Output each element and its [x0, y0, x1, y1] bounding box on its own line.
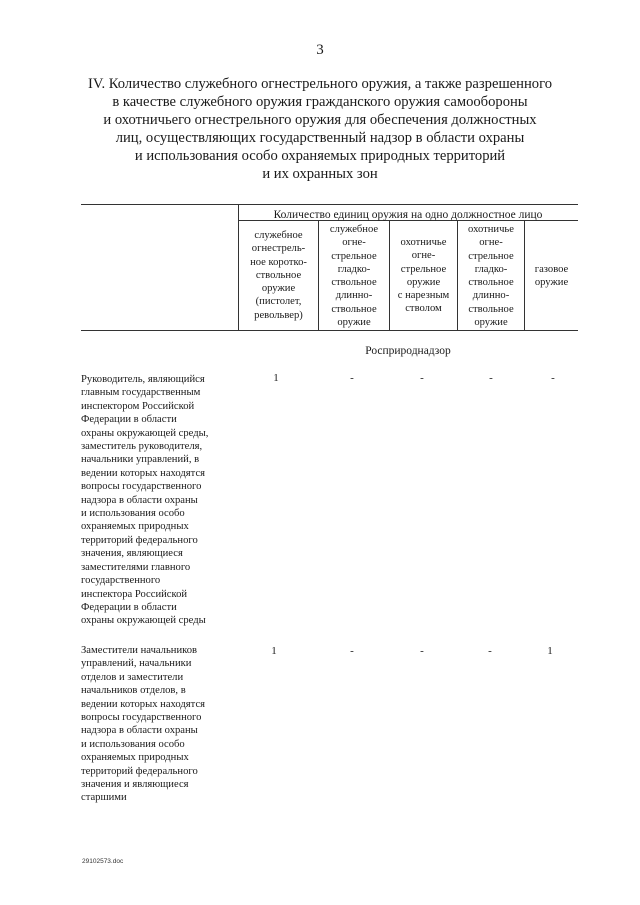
column-header-service-smoothbore: служебное огне- стрельное гладко- ствольное длинно- ствольное оружие [329, 224, 379, 329]
table-cell: - [350, 372, 354, 384]
heading-line: IV. Количество служебного огнестрельного оружия, а также разрешенного [87, 76, 552, 92]
table-cell: 1 [271, 645, 277, 657]
document-code: 29102573.doc [82, 858, 124, 865]
section-heading [40, 75, 600, 183]
heading-line: в качестве служебного оружия гражданского оружия самообороны [112, 94, 528, 110]
table-cell: 1 [273, 372, 279, 384]
table-cell: - [420, 645, 424, 657]
agency-title: Росприроднадзор [365, 345, 451, 357]
table-top-border [81, 204, 578, 205]
heading-line: и использования особо охраняемых природных территорий [134, 148, 506, 164]
table-cell: - [350, 645, 354, 657]
heading-line: и их охранных зон [262, 166, 378, 182]
column-header-gas: газовое оружие [534, 264, 569, 289]
table-cell: - [489, 372, 493, 384]
page-number: 3 [316, 42, 324, 58]
group-header: Количество единиц оружия на одно должностное лицо [273, 209, 543, 221]
table-cell: 1 [547, 645, 553, 657]
column-header-hunting-rifled: охотничье огне- стрельное оружие с нарезным стволом [397, 237, 450, 315]
table-cell: - [420, 372, 424, 384]
table-row-label: Руководитель, являющийся главным государственным инспектором Российской Федерации в области охраны окружающей среды, заместитель руководителя, начальники управлений, в ведении которых находятся вопросы государственного надзора в области охраны и использования особо охраняемых природных территорий федерального значения, являющиеся заместителями главного государственного инспектора Российской Федерации в области охраны окружающей среды [81, 374, 209, 627]
column-header-short-barrel: служебное огнестрель- ное коротко- ствольное оружие (пистолет, револьвер) [250, 230, 307, 321]
heading-line: лиц, осуществляющих государственный надзор в области охраны [115, 130, 525, 146]
table-cell: - [551, 372, 555, 384]
table-cell: - [488, 645, 492, 657]
heading-line: и охотничьего огнестрельного оружия для обеспечения должностных [103, 112, 537, 128]
table-row-label: Заместители начальников управлений, начальники отделов и заместители начальников отделов, в ведении которых находятся вопросы государственного надзора в области охраны и использования особо охраняемых природных территорий федерального значения и являющиеся старшими [81, 645, 206, 804]
column-header-hunting-smoothbore: охотничье огне- стрельное гладко- ствольное длинно- ствольное оружие [468, 224, 514, 329]
header-bottom-border [81, 330, 578, 331]
